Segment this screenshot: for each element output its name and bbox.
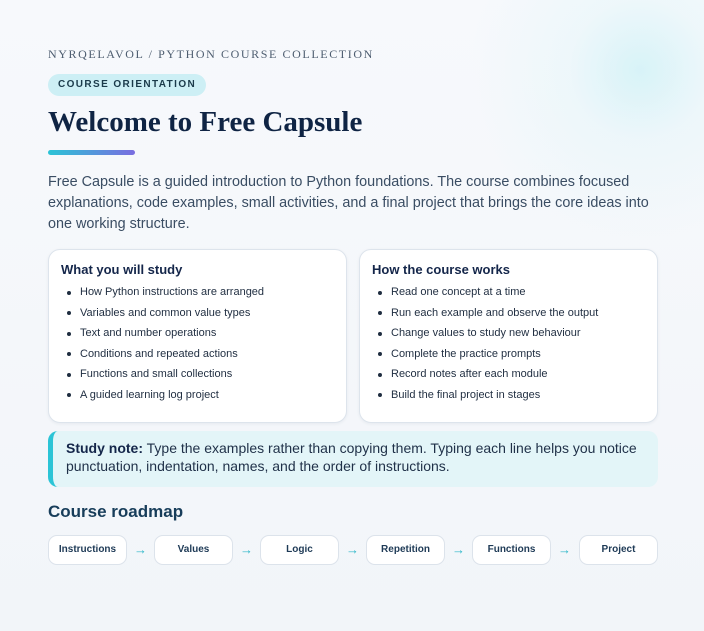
study-list-item: Text and number operations bbox=[61, 323, 334, 344]
breadcrumb: NYRQELAVOL / PYTHON COURSE COLLECTION bbox=[48, 47, 374, 61]
title-accent-bar bbox=[48, 150, 135, 155]
roadmap-step-logic[interactable]: Logic bbox=[260, 535, 339, 565]
page-title: Welcome to Free Capsule bbox=[48, 106, 363, 138]
roadmap-step-project[interactable]: Project bbox=[579, 535, 658, 565]
study-note bbox=[48, 431, 658, 487]
course-works-item: Change values to study new behaviour bbox=[372, 323, 645, 344]
roadmap-step-values[interactable]: Values bbox=[154, 535, 233, 565]
arrow-right-icon: → bbox=[346, 542, 359, 557]
course-works-card bbox=[359, 249, 658, 423]
course-works-item: Run each example and observe the output bbox=[372, 303, 645, 324]
study-note-text: Type the examples rather than copying them. Typing each line helps you notice punctuation, indentation, names, and the order of instructions. bbox=[66, 440, 637, 474]
arrow-right-icon: → bbox=[452, 542, 465, 557]
roadmap-step-functions[interactable]: Functions bbox=[472, 535, 551, 565]
roadmap-step-instructions[interactable]: Instructions bbox=[48, 535, 127, 565]
course-works-heading: How the course works bbox=[372, 262, 510, 277]
course-orientation-badge: COURSE ORIENTATION bbox=[48, 74, 206, 96]
study-list-item: A guided learning log project bbox=[61, 385, 334, 406]
roadmap-title: Course roadmap bbox=[48, 502, 184, 521]
course-works-list bbox=[372, 282, 645, 406]
course-works-item: Build the final project in stages bbox=[372, 385, 645, 406]
study-list-item: Functions and small collections bbox=[61, 364, 334, 385]
study-list bbox=[61, 282, 334, 406]
study-card bbox=[48, 249, 347, 423]
study-list-item: How Python instructions are arranged bbox=[61, 282, 334, 303]
arrow-right-icon: → bbox=[558, 542, 571, 557]
study-list-item: Variables and common value types bbox=[61, 303, 334, 324]
intro-paragraph: Free Capsule is a guided introduction to Python foundations. The course combines focused explanations, code examples, small activities, and a final project that brings the core ideas into one working structure. bbox=[48, 174, 649, 232]
roadmap-step-repetition[interactable]: Repetition bbox=[366, 535, 445, 565]
course-roadmap bbox=[48, 535, 658, 565]
arrow-right-icon: → bbox=[240, 542, 253, 557]
study-card-heading: What you will study bbox=[61, 262, 183, 277]
course-works-item: Complete the practice prompts bbox=[372, 344, 645, 365]
study-note-label: Study note: bbox=[66, 440, 143, 456]
course-works-item: Record notes after each module bbox=[372, 364, 645, 385]
study-list-item: Conditions and repeated actions bbox=[61, 344, 334, 365]
course-works-item: Read one concept at a time bbox=[372, 282, 645, 303]
arrow-right-icon: → bbox=[134, 542, 147, 557]
